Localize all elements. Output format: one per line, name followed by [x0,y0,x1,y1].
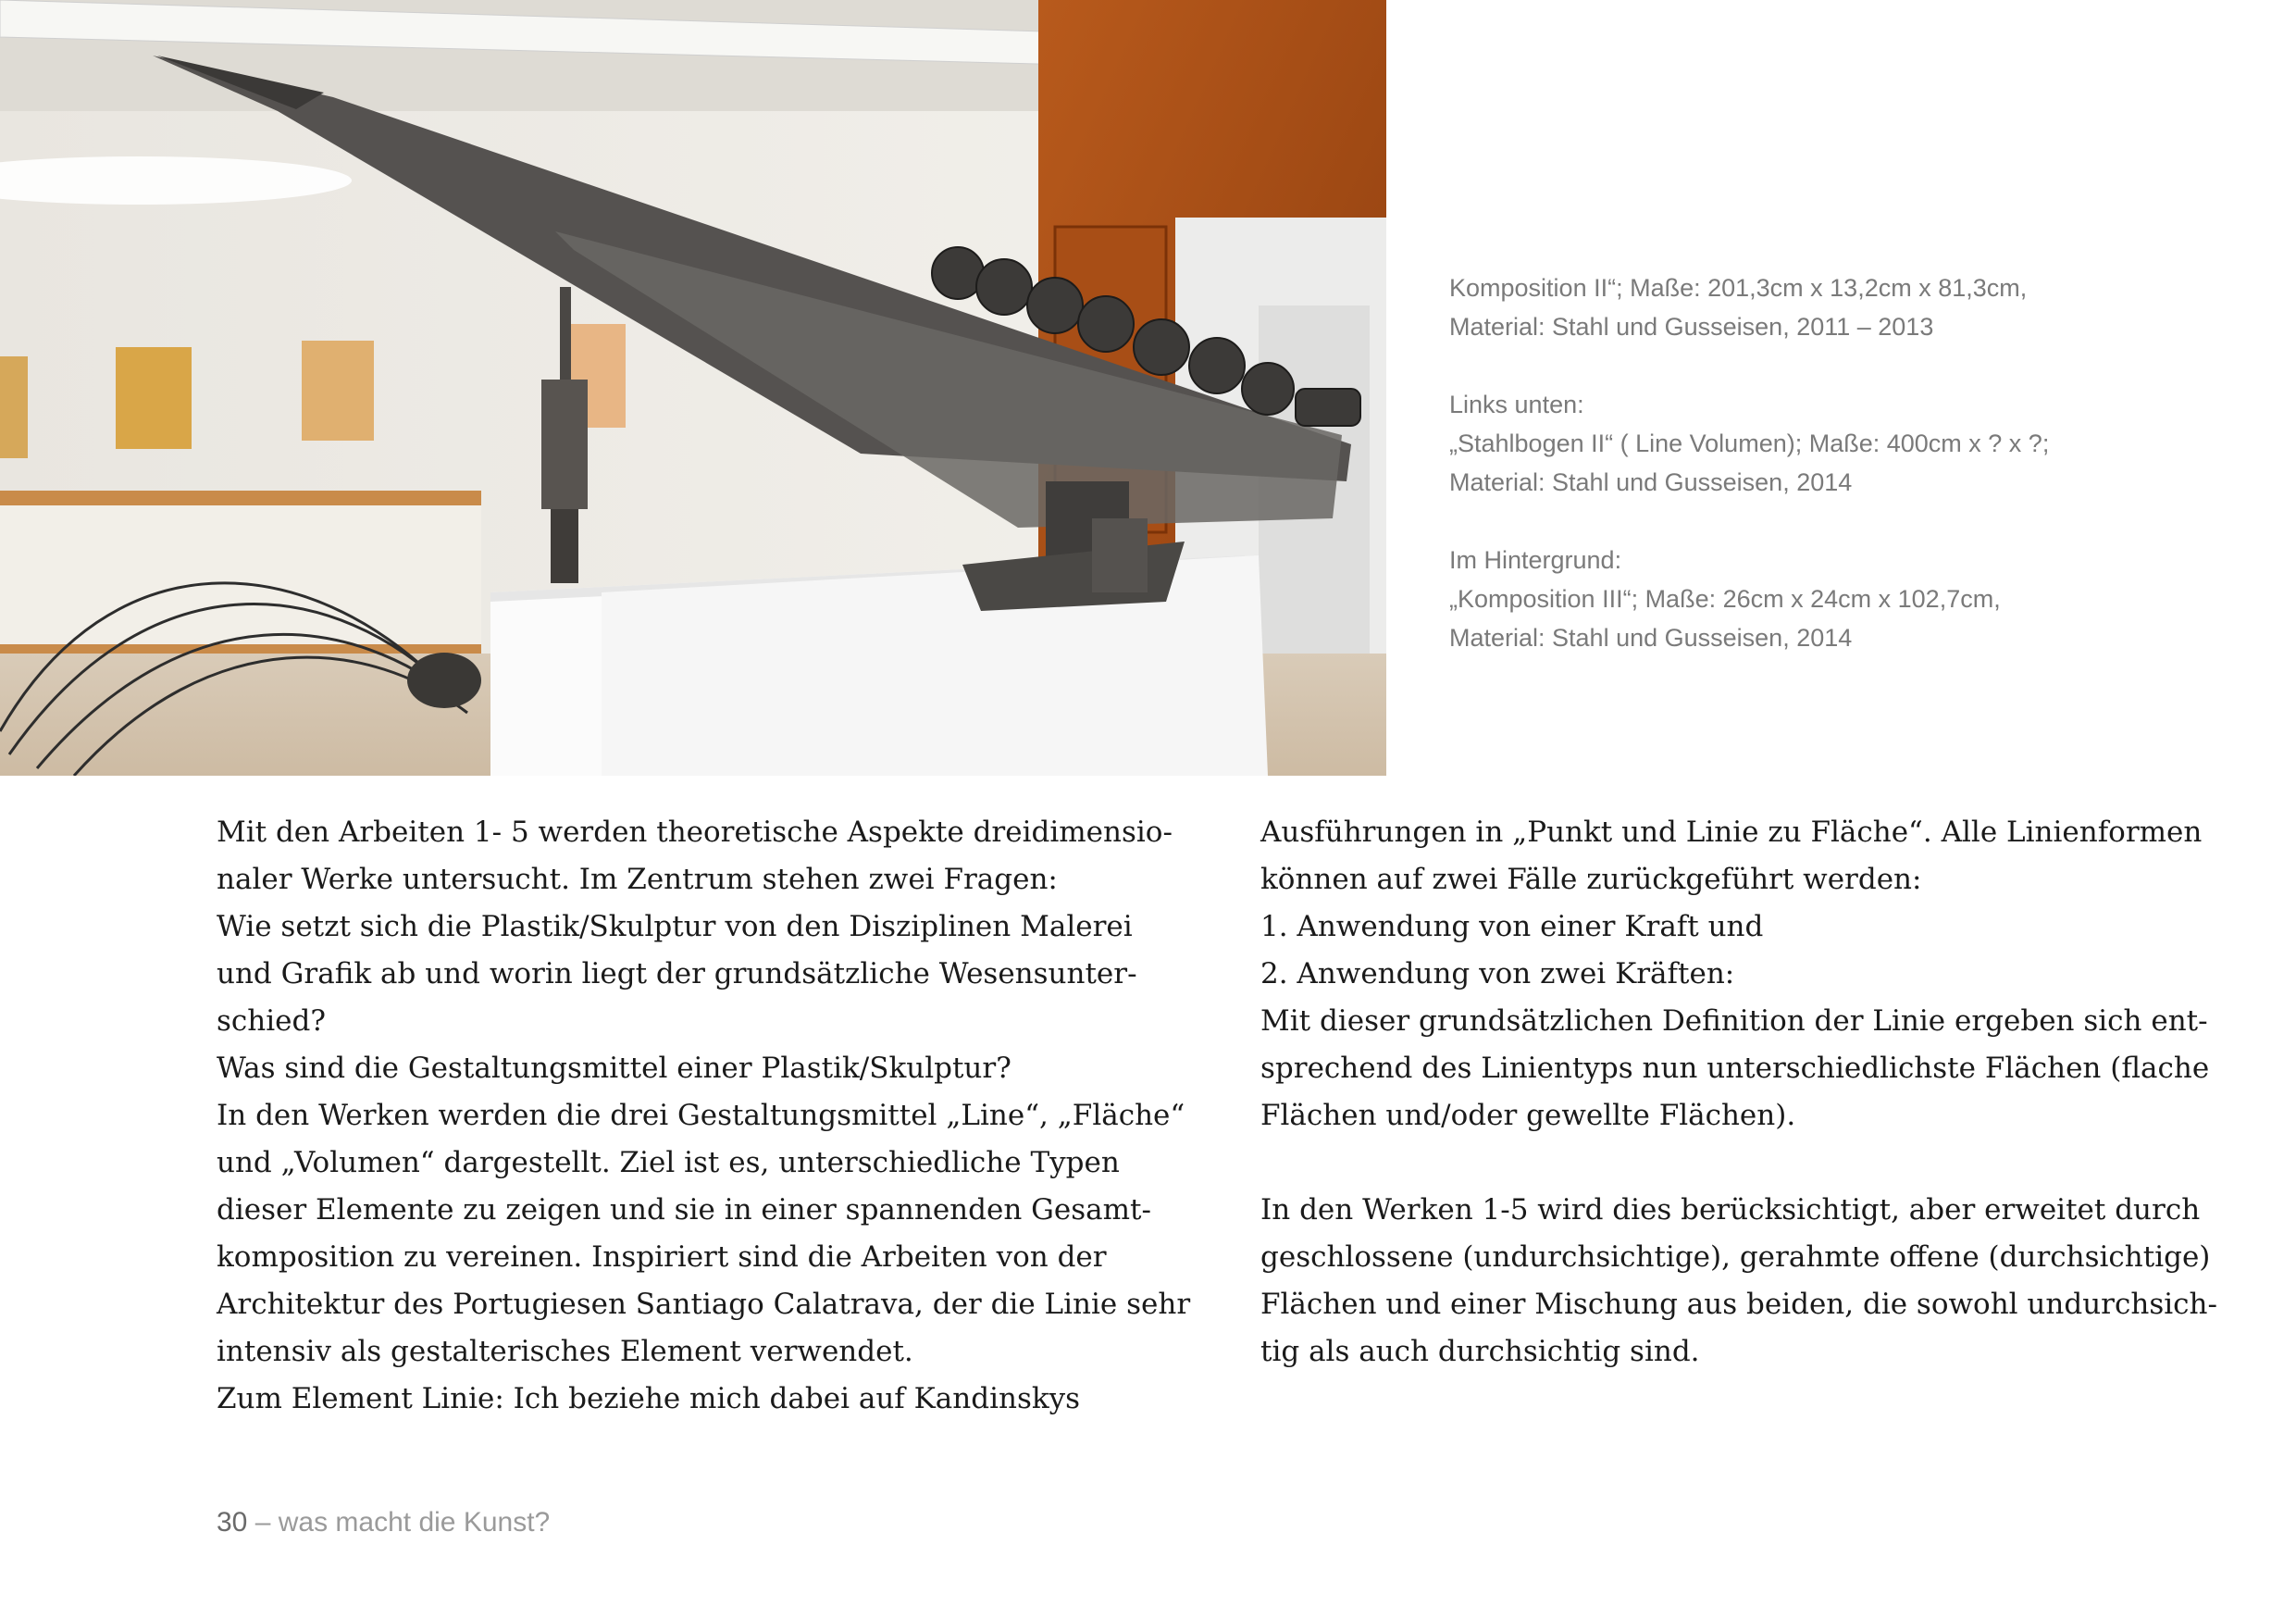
caption-line: „Komposition III“; Maße: 26cm x 24cm x 102,7cm, [1449,585,2001,613]
body-text-left-column [217,809,1191,1423]
body-text-right-column [1260,809,2217,1376]
publication-title: – was macht die Kunst? [247,1507,551,1538]
caption-line: Im Hintergrund: [1449,546,1622,574]
body-line: Flächen und/oder gewellte Flächen). [1260,1099,1796,1132]
page-footer [217,1507,550,1538]
caption-line: Material: Stahl und Gusseisen, 2014 [1449,468,1853,496]
body-line: naler Werke untersucht. Im Zentrum stehen zwei Fragen: [217,863,1058,896]
caption-line: Material: Stahl und Gusseisen, 2011 – 2013 [1449,313,1934,341]
sculpture-photo [0,0,1386,776]
caption-line: Links unten: [1449,391,1584,418]
caption-line: Material: Stahl und Gusseisen, 2014 [1449,624,1853,652]
body-line: Flächen und einer Mischung aus beiden, die sowohl undurchsich- [1260,1288,2217,1321]
body-line: Was sind die Gestaltungsmittel einer Plastik/Skulptur? [217,1052,1011,1085]
body-line: komposition zu vereinen. Inspiriert sind die Arbeiten von der [217,1240,1107,1274]
image-caption [1449,268,2097,657]
body-line: schied? [217,1004,326,1038]
body-line: können auf zwei Fälle zurückgeführt werden: [1260,863,1922,896]
body-line: Mit dieser grundsätzlichen Definition der Linie ergeben sich ent- [1260,1004,2208,1038]
body-line: und Grafik ab und worin liegt der grundsätzliche Wesensunter- [217,957,1137,990]
body-line: Ausführungen in „Punkt und Linie zu Fläche“. Alle Linienformen [1260,816,2203,849]
body-line: intensiv als gestalterisches Element verwendet. [217,1335,913,1368]
body-line: geschlossene (undurchsichtige), gerahmte offene (durchsichtige) [1260,1240,2211,1274]
body-line: 2. Anwendung von zwei Kräften: [1260,957,1735,990]
body-line: Mit den Arbeiten 1- 5 werden theoretische Aspekte dreidimensio- [217,816,1173,849]
body-line: dieser Elemente zu zeigen und sie in einer spannenden Gesamt- [217,1193,1151,1227]
caption-line: „Stahlbogen II“ ( Line Volumen); Maße: 400cm x ? x ?; [1449,430,2050,457]
body-line: 1. Anwendung von einer Kraft und [1260,910,1764,943]
body-line: tig als auch durchsichtig sind. [1260,1335,1700,1368]
body-line: sprechend des Linientyps nun unterschiedlichste Flächen (flache [1260,1052,2210,1085]
page-number: 30 [217,1507,248,1538]
body-line: In den Werken werden die drei Gestaltungsmittel „Line“, „Fläche“ [217,1099,1185,1132]
body-line: und „Volumen“ dargestellt. Ziel ist es, unterschiedliche Typen [217,1146,1120,1179]
body-line: Wie setzt sich die Plastik/Skulptur von den Disziplinen Malerei [217,910,1133,943]
body-line: Zum Element Linie: Ich beziehe mich dabei auf Kandinskys [217,1382,1081,1415]
body-line: In den Werken 1-5 wird dies berücksichtigt, aber erweitet durch [1260,1193,2201,1227]
body-line: Architektur des Portugiesen Santiago Calatrava, der die Linie sehr [217,1288,1191,1321]
caption-line: Komposition II“; Maße: 201,3cm x 13,2cm x 81,3cm, [1449,274,2028,302]
